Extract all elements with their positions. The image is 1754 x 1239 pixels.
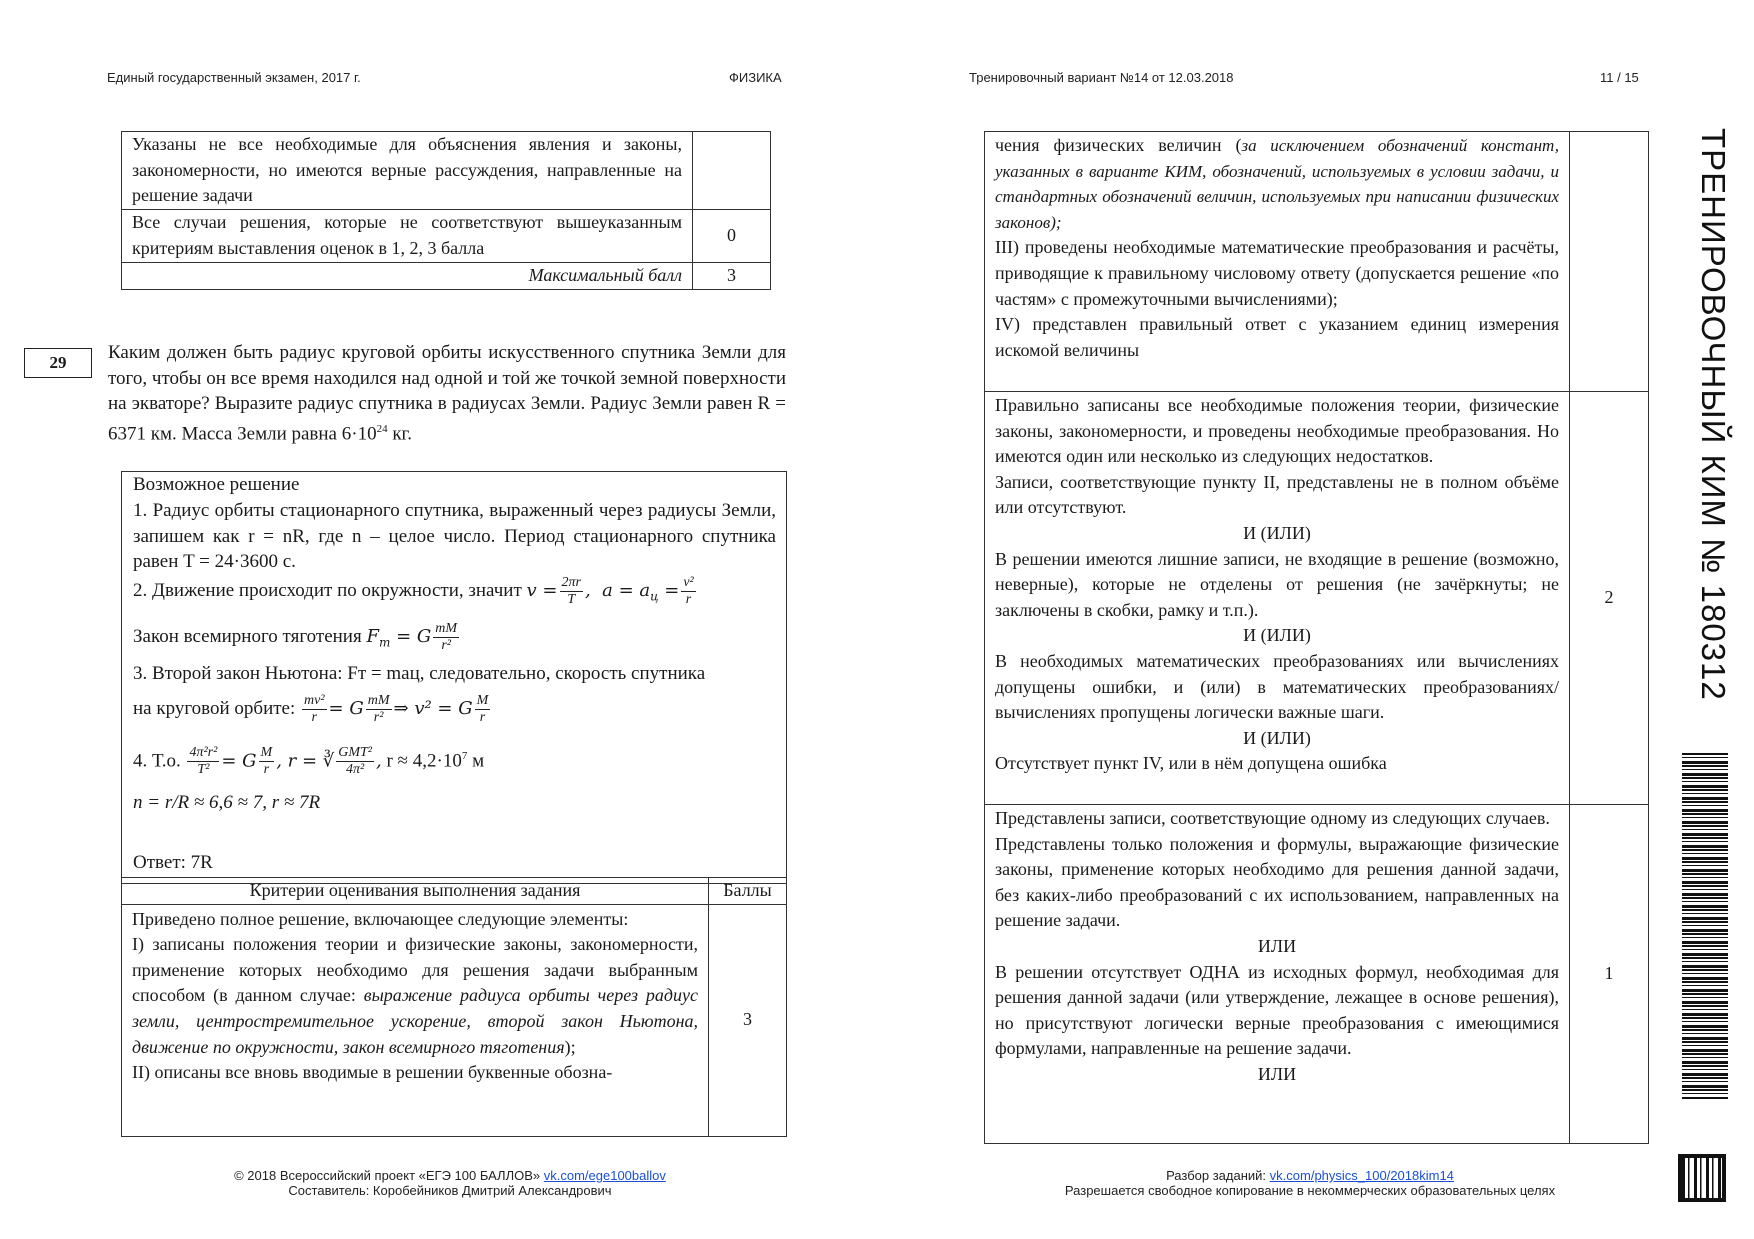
full-solution-criteria: Приведено полное решение, включающее следующие элементы: I) записаны положения теории и физические законы, закономерности, применение которых необходимо для решения задачи выбранным способом (в данном случае: выражение радиуса орбиты через радиус земли, центростремительное ускорение, второй закон Ньютона, движение по окружности, закон всемирного тяготения); II) описаны все вновь вводимые в решении буквенные обозна- [122,904,709,1136]
prev-task-criteria-table [121,131,771,290]
score-2-criteria: Правильно записаны все необходимые положения теории, физические законы, закономерности, и проведены необходимые преобразования. Но имеются один или несколько из следующих недостатков. Записи, соответствующие пункту II, представлены не в полном объёме или отсутствуют. И (ИЛИ) В решении имеются лишние записи, не входящие в решение (возможно, неверные), которые не отделены от решения (не зачёркнуты; не заключены в скобки, рамку и т.п.). И (ИЛИ) В необходимых математических преобразованиях или вычислениях допущены ошибки, и (или) в математических преобразованиях/ вычислениях пропущены логически важные шаги. И (ИЛИ) Отсутствует пункт IV, или в нём допущена ошибка [985,392,1570,805]
qr-code [1678,1154,1726,1202]
solution-title: Возможное решение [133,474,300,495]
criteria-item-2-cont: чения физических величин (за исключением обозначений констант, указанных в варианте КИМ, обозначений, используемых в условии задачи, и стандартных обозначений величин, используемых при написании физических законов); [995,135,1559,232]
solution-answer: Ответ: 7R [133,852,213,873]
criteria-row-text: Все случаи решения, которые не соответствуют вышеуказанным критериям выставления оценок в 1, 2, 3 балла [122,210,693,263]
criteria-table-left [121,877,787,1137]
criteria-row-text: Указаны не все необходимые для объяснения явления и законы, закономерности, но имеются верные рассуждения, направленные на решение задачи [122,132,693,210]
criteria-item-2-start: II) описаны все вновь вводимые в решении буквенные обозна- [132,1062,613,1083]
footer-left: © 2018 Всероссийский проект «ЕГЭ 100 БАЛЛОВ» vk.com/ege100ballov Составитель: Коробейников Дмитрий Александрович [234,1168,666,1198]
score-2-value: 2 [1570,392,1649,805]
max-score-value: 3 [693,263,771,290]
criteria-header: Критерии оценивания выполнения задания [122,878,709,905]
barcode [1682,753,1728,1099]
header-variant: Тренировочный вариант №14 от 12.03.2018 [969,70,1234,85]
criteria-item-3: III) проведены необходимые математические преобразования и расчёты, приводящие к правильному числовому ответу (допускается решение «по частям» с промежуточными вычислениями); [995,237,1559,309]
points-header: Баллы [709,878,787,905]
task-number-box: 29 [24,348,92,378]
full-solution-criteria-cont [985,132,1570,392]
max-score-label: Максимальный балл [122,263,693,290]
solution-box [121,471,787,884]
side-variant-label: ТРЕНИРОВОЧНЫЙ КИМ № 180312 [1695,128,1732,701]
header-page-number: 11 / 15 [1600,70,1639,85]
circular-orbit-line: на круговой орбите: $\frac{\text{mv²}}{r}$ = G $\frac{mM}{\text{r²}}$ ⇒ v² = G $\frac{M}{r}$ [133,693,489,725]
vk-project-link[interactable]: vk.com/ege100ballov [543,1168,666,1183]
criteria-item-4: IV) представлен правильный ответ с указанием единиц измерения искомой величины [995,314,1559,360]
solution-step-2: 2. Движение происходит по окружности, значит v = $\frac{2\pi r}{T}$ , $a = a_ц$ = $\frac{\text{v²}}{r}$ [133,575,694,607]
score-1-criteria: Представлены записи, соответствующие одному из следующих случаев. Представлены только положения и формулы, выражающие физические законы, применение которых необходимо для решения данной задачи, без каких-либо преобразований с их использованием, направленных на решение задачи. ИЛИ В решении отсутствует ОДНА из исходных формул, необходимая для решения данной задачи (или утверждение, лежащее в основе решения), но присутствуют логически верные преобразования с имеющимися формулами, направленные на решение задачи. ИЛИ [985,805,1570,1144]
header-exam-title: Единый государственный экзамен, 2017 г. [107,70,361,85]
n-value-line: n = r/R ≈ 6,6 ≈ 7, r ≈ 7R [133,792,321,813]
solution-step-4: 4. Т.о. $\frac{\text{4π²r²}}{\text{T²}}$ = G $\frac{M}{r}$ , r = ∛ $\frac{\text{GMT²}}{\text{4π²}}$ , $r \approx 4,2\cdot 10^7$ м [133,745,485,778]
criteria-row-score: 0 [693,210,771,263]
solution-step-3: 3. Второй закон Ньютона: Fт = maц, следовательно, скорость спутника [133,663,706,684]
criteria-table-right [984,131,1649,1144]
footer-right: Разбор заданий: vk.com/physics_100/2018kim14 Разрешается свободное копирование в некоммерческих образовательных целях [1064,1168,1556,1198]
solution-step-1: 1. Радиус орбиты стационарного спутника, выраженный через радиусы Земли, запишем как r = nR, где n – целое число. Период стационарного спутника равен T = 24·3600 с. [133,500,776,572]
header-subject: ФИЗИКА [729,70,782,85]
mass-exponent: 24 [376,422,388,435]
gravity-law-line: Закон всемирного тяготения $F_т = G$ $\frac{mM}{\text{r²}}$ [133,621,458,653]
task-text: Каким должен быть радиус круговой орбиты искусственного спутника Земли для того, чтобы он все время находился над одной и той же точкой земной поверхности на экваторе? Выразите радиус спутника в радиусах Земли. Радиус Земли равен R = 6371 км. Масса Земли равна $6\cdot 10^{24}$ кг. [108,342,786,444]
score-1-value: 1 [1570,805,1649,1144]
criteria-item-1: I) записаны положения теории и физические законы, закономерности, применение которых необходимо для решения задачи выбранным способом (в данном случае: выражение радиуса орбиты через радиус земли, центростремительное ускорение, второй закон Ньютона, движение по окружности, закон всемирного тяготения); [132,934,698,1057]
criteria-row-score [693,132,771,210]
full-solution-score: 3 [709,904,787,1136]
vk-analysis-link[interactable]: vk.com/physics_100/2018kim14 [1269,1168,1454,1183]
